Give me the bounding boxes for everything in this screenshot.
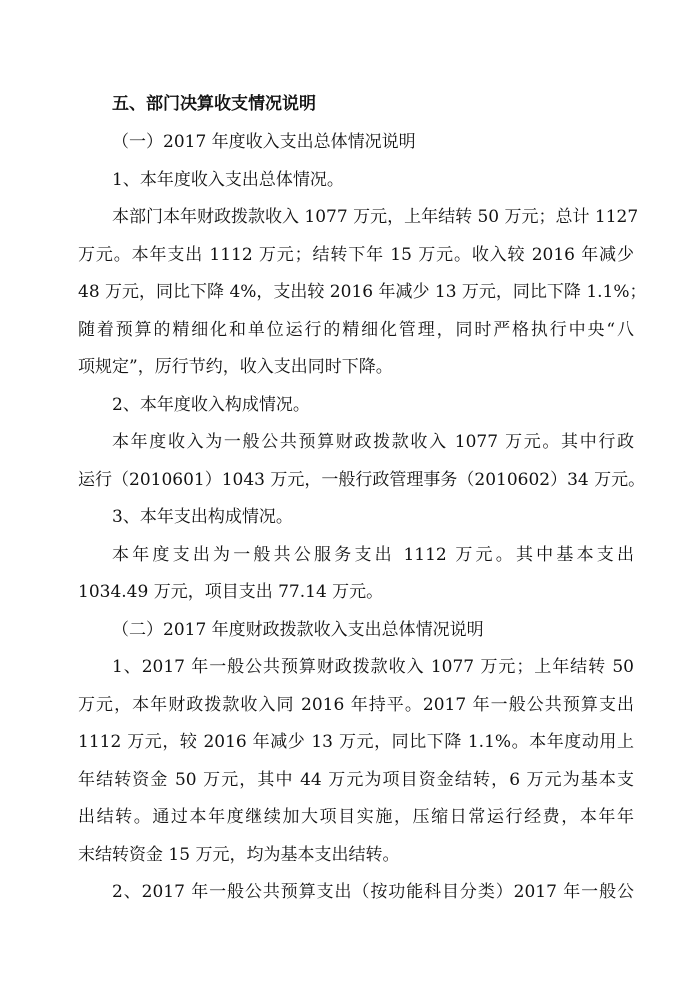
- item-title-3: 3、本年支出构成情况。: [112, 507, 293, 527]
- paragraph-1-line: 本部门本年财政拨款收入 1077 万元，上年结转 50 万元；总计 1127: [112, 207, 639, 227]
- paragraph-3-line: 本年度支出为一般共公服务支出 1112 万元。其中基本支出: [112, 545, 634, 565]
- paragraph-2-line: 本年度收入为一般公共预算财政拨款收入 1077 万元。其中行政: [112, 432, 634, 452]
- paragraph-3-line: 1034.49 万元，项目支出 77.14 万元。: [78, 582, 384, 602]
- item-title-2: 2、本年度收入构成情况。: [112, 395, 310, 415]
- paragraph-2-line: 运行（2010601）1043 万元，一般行政管理事务（2010602）34 万元。: [78, 470, 646, 490]
- paragraph-1-line: 随着预算的精细化和单位运行的精细化管理，同时严格执行中央“八: [78, 320, 634, 340]
- paragraph-5-line: 2、2017 年一般公共预算支出（按功能科目分类）2017 年一般公: [112, 882, 634, 902]
- subsection-title-2: （二）2017 年度财政拨款收入支出总体情况说明: [112, 620, 484, 640]
- section-title: 五、部门决算收支情况说明: [112, 94, 316, 114]
- paragraph-4-line: 万元，本年财政拨款收入同 2016 年持平。2017 年一般公共预算支出: [78, 695, 634, 715]
- paragraph-4-line: 年结转资金 50 万元，其中 44 万元为项目资金结转，6 万元为基本支: [78, 770, 634, 790]
- paragraph-1-line: 万元。本年支出 1112 万元；结转下年 15 万元。收入较 2016 年减少: [78, 245, 634, 265]
- paragraph-4-line: 出结转。通过本年度继续加大项目实施，压缩日常运行经费，本年年: [78, 807, 634, 827]
- paragraph-4-line: 末结转资金 15 万元，均为基本支出结转。: [78, 845, 400, 865]
- paragraph-4-line: 1112 万元，较 2016 年减少 13 万元，同比下降 1.1%。本年度动用上: [78, 732, 634, 752]
- paragraph-1-line: 项规定”，厉行节约，收入支出同时下降。: [78, 357, 393, 377]
- item-title-1: 1、本年度收入支出总体情况。: [112, 170, 344, 190]
- paragraph-1-line: 48 万元，同比下降 4%，支出较 2016 年减少 13 万元，同比下降 1.1%；: [78, 282, 647, 302]
- subsection-title-1: （一）2017 年度收入支出总体情况说明: [112, 132, 416, 152]
- paragraph-4-line: 1、2017 年一般公共预算财政拨款收入 1077 万元；上年结转 50: [112, 657, 634, 677]
